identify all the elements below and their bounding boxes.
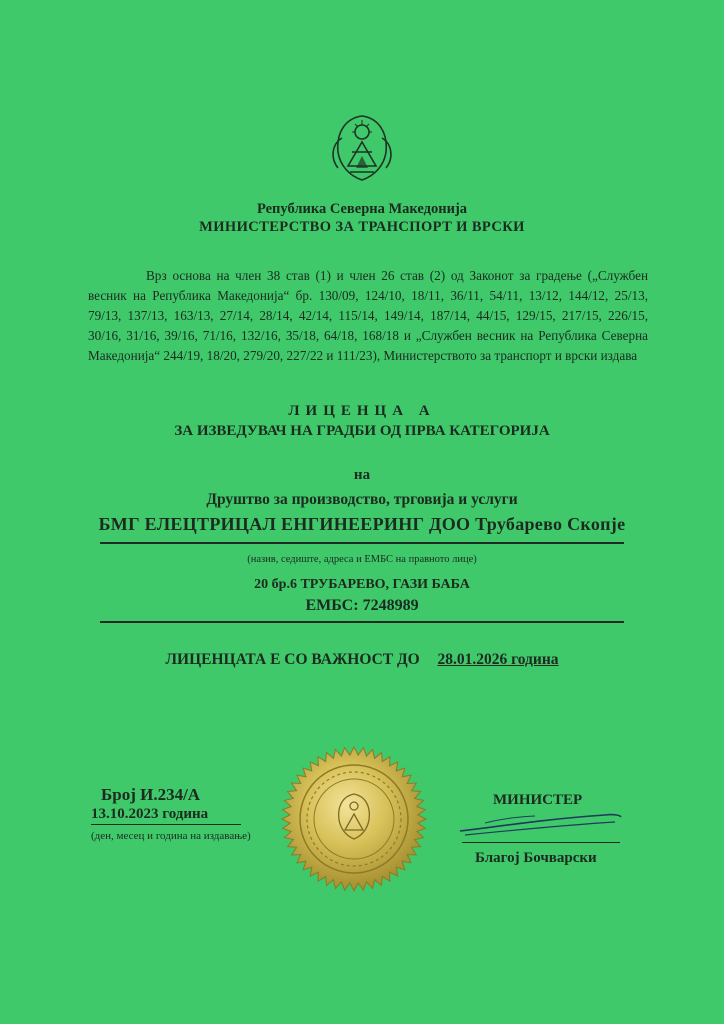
company-underline: [100, 542, 624, 544]
company-embs: ЕМБС: 7248989: [305, 597, 419, 614]
gold-seal-icon: [279, 744, 429, 894]
signature-line: [462, 842, 620, 843]
company-type: Друштво за производство, трговија и услуги: [206, 491, 518, 508]
issue-date-underline: [91, 824, 241, 825]
minister-name: Благој Бочварски: [475, 850, 597, 866]
validity-date: 28.01.2026 година: [437, 651, 559, 668]
legal-basis-paragraph: Врз основа на член 38 став (1) и член 26 став (2) од Законот за градење („Службен весник на Република Македонија“ бр. 130/09, 124/10, 18/11, 36/11, 54/11, 13/12, 144/12, 25/13, 79/13, 137/13, 163/13, 27/14, 28/14, 42/14, 115/14, 149/14, 187/14, 44/15, 129/15, 217/15, 226/15, 30/16, 31/16, 39/16, 71/16, 132/16, 35/18, 64/18, 168/18 и „Службен весник на Република Северна Македонија“ 244/19, 18/20, 279/20, 227/22 и 111/23), Министерството за транспорт и врски издава: [88, 268, 648, 363]
minister-title: МИНИСТЕР: [493, 792, 583, 808]
ministry-name: МИНИСТЕРСТВО ЗА ТРАНСПОРТ И ВРСКИ: [199, 219, 525, 235]
company-name: БМГ ЕЛЕЦТРИЦАЛ ЕНГИНЕЕРИНГ ДОО Трубарево Скопје: [98, 514, 626, 534]
republic-name: Република Северна Македонија: [256, 201, 468, 217]
license-title: ЛИЦЕНЦА А: [288, 403, 436, 419]
license-subtitle: ЗА ИЗВЕДУВАЧ НА ГРАДБИ ОД ПРВА КАТЕГОРИЈА: [174, 423, 550, 439]
company-address: 20 бр.6 ТРУБАРЕВО, ГАЗИ БАБА: [254, 577, 470, 592]
document-number: Број И.234/А: [101, 785, 201, 804]
issue-date: 13.10.2023 година: [91, 806, 209, 822]
company-caption: (назив, седиште, адреса и ЕМБС на правното лице): [247, 554, 477, 565]
signature-icon: [455, 805, 625, 841]
validity-label: ЛИЦЕНЦАТА Е СО ВАЖНОСТ ДО: [165, 651, 420, 668]
for-label: на: [353, 467, 371, 483]
issue-date-note: (ден, месец и година на издавање): [91, 830, 251, 842]
coat-of-arms-icon: [318, 108, 406, 188]
validity-line: [0, 651, 724, 669]
address-underline: [100, 621, 624, 623]
